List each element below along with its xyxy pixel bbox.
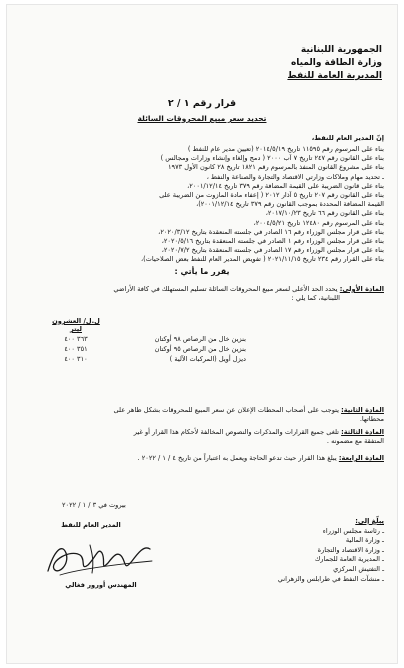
letterhead [287, 44, 382, 83]
article-3-text: تلغى جميع القرارات والمذكرات والنصوص المخالفة لأحكام هذا القرار أو غير [133, 428, 339, 436]
product-name: بنزين خال من الرصاص ٩٨ أوكتان [154, 335, 246, 343]
distribution-item: ـ المديرية العامة للجمارك [314, 555, 384, 564]
recitals-list [20, 145, 384, 265]
recital-line: بناء على قرار مجلس الوزراء رقم ١٧ الصادر في جلسته المنعقدة بتاريخ ٢٠٢٠/٧/٢، [161, 246, 384, 255]
recital-line: القيمة المضافة المحددة بموجب القانون رقم ٣٧٩ تاريخ ٢٠٠١/١٢/١٤)، [196, 200, 384, 209]
article-4-text: يبلغ هذا القرار حيث تدعو الحاجة ويعمل به اعتباراً من تاريخ ٤ / ١ / ٢٠٢٢ . [137, 454, 337, 462]
distribution-item: ـ وزارة الاقتصاد والتجارة [317, 545, 384, 554]
price-value: ٣٥١ ٤٠٠ [64, 345, 88, 353]
signatory-name: المهندس أورور فغالي [65, 581, 137, 589]
price-value: ٣٦٣ ٤٠٠ [64, 335, 88, 343]
distribution-item: ـ وزارة المالية [345, 536, 384, 545]
recital-line: بناء على مشروع القانون المنفذ بالمرسوم رقم ١٨٢١ تاريخ ٢٨ كانون الأول ١٩٧٣ [168, 163, 384, 172]
article-2 [20, 406, 384, 424]
distribution-heading: يبلّغ إلى: [355, 517, 384, 525]
article-2-text-cont: محطاتها. [359, 415, 384, 424]
article-3-text-cont: المتفقة مع مضمونه . [326, 437, 384, 446]
price-value: ٣١٠ ٤٠٠ [64, 355, 88, 363]
article-3-label: المادة الثالثة: [341, 428, 384, 436]
decision-number: قرار رقم ١ / ٢ [167, 98, 237, 109]
signatory-role: المدير العام للنفط [61, 521, 121, 529]
article-3 [20, 428, 384, 446]
article-2-label: المادة الثانية: [341, 406, 384, 414]
decision-subject: تحديد سعر مبيع المحروقات السائلة [137, 114, 267, 123]
price-table-currency-header: ل.ل/ العشرون ليتر [52, 317, 100, 333]
recital-line: بناء على قرار مجلس الوزراء رقم ١٦ الصادر في جلسته المنعقدة بتاريخ ٢٠٢٠/٣/١٢، [158, 227, 384, 236]
product-name: ديزل أويل (المركبات الآلية ) [169, 355, 246, 363]
recital-line: بناء على المرسوم رقم ١١٥٩٥ تاريخ ٢٠١٤/٥/١٩ (تعيين مدير عام للنفط ) [187, 145, 384, 153]
article-1 [20, 285, 384, 303]
handwritten-signature [40, 531, 160, 585]
product-name: بنزين خال من الرصاص ٩٥ أوكتان [154, 345, 246, 353]
letterhead-directorate: المديرية العامة للنفط [287, 71, 382, 81]
recital-line: بناء على المرسوم رقم ١٢٤٨٠ تاريخ ٢٠٠٤/٥/٢١، [253, 218, 384, 227]
recital-line: بناء على القانون رقم ٦٦ تاريخ ٢٠١٧/١٠/٢٣، [265, 209, 384, 218]
decider-line: إنّ المدير العام للنفط، [311, 134, 384, 142]
article-2-text: يتوجب على أصحاب المحطات الإعلان عن سعر المبيع للمحروقات بشكل ظاهر على [113, 406, 339, 414]
recital-line: بناء على القرار رقم ٢٣٤ تاريخ ٢٠٢١/١١/١٥ ( تفويض المدير العام للنفط بعض الصلاحيات)، [140, 255, 384, 264]
price-row [46, 335, 246, 345]
issue-date: بيروت في ٣ / ١ / ٢٠٢٢ [62, 501, 126, 509]
article-4-label: المادة الرابعة: [338, 454, 384, 462]
recital-line: بناء على قرار مجلس الوزراء رقم ١ الصادر في جلسته المنعقدة بتاريخ ٢٠٢٠/٥/١٦، [161, 237, 384, 246]
distribution-item: ـ رئاسة مجلس الوزراء [322, 526, 384, 535]
recital-line: بناء على القانون رقم ٢٤٧ تاريخ ٧ آب ٢٠٠٠ ( دمج وإلغاء وإنشاء وزارات ومجالس ) [160, 154, 384, 163]
letterhead-ministry: وزارة الطاقة والمياه [290, 58, 382, 68]
signatory-title [36, 521, 146, 530]
price-row [46, 345, 246, 355]
recital-line: بناء على القانون رقم ٢٠٧ تاريخ ٥ آذار ٢٠١٢ ( إعفاء مادة المازوت من الضريبة على [159, 191, 384, 200]
recital-line: ـ تحديد مهام وملاكات وزارتي الاقتصاد والتجارة والصناعة والنفط ، [206, 172, 384, 181]
distribution-list [278, 517, 384, 584]
article-1-text: يحدد الحد الأعلى لسعر مبيع المحروقات السائلة تسليم المستهلك في كافة الأراضي [113, 285, 338, 293]
price-row [46, 355, 246, 365]
document-page [6, 4, 398, 664]
article-1-text-cont: اللبنانية، كما يلي : [291, 294, 340, 303]
decides-heading: يقرر ما يأتي : [174, 267, 230, 276]
article-4 [20, 454, 384, 463]
distribution-item: ـ التفتيش المركزي [333, 564, 384, 573]
distribution-item: ـ منشآت النفط في طرابلس والزهراني [277, 574, 384, 583]
article-1-label: المادة الأولى: [339, 285, 384, 293]
recital-line: بناء على قانون الضريبة على القيمة المضافة رقم ٣٧٩ تاريخ ٢٠٠١/١٢/١٤، [187, 181, 384, 190]
letterhead-republic: الجمهورية اللبنانية [300, 45, 382, 55]
